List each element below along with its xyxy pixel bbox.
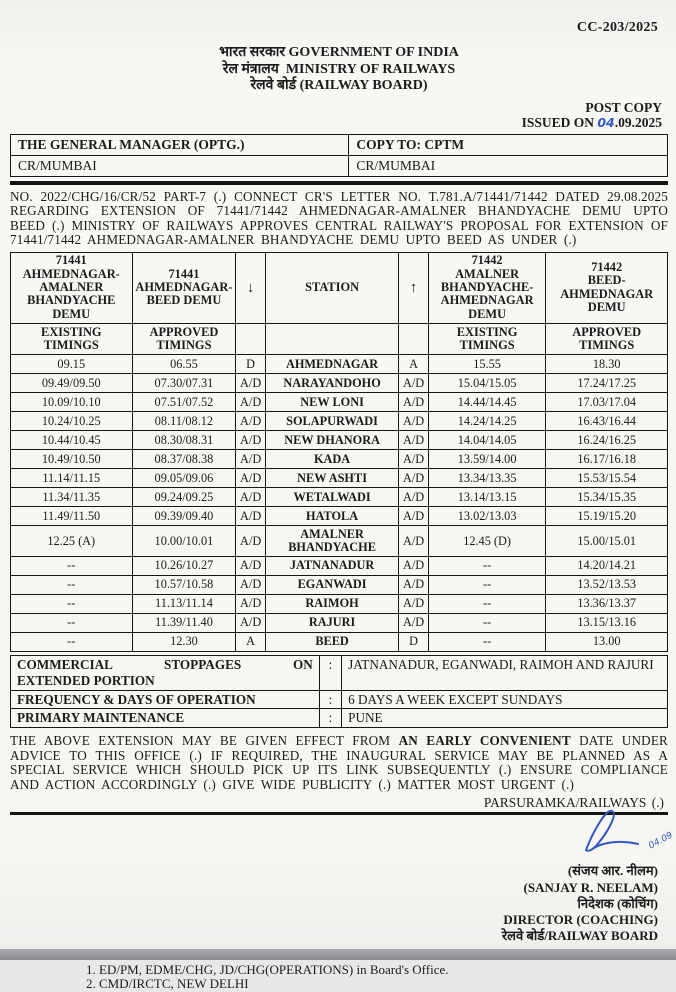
cell-existing-71441: 11.14/11.15 [11,469,133,488]
copy-to-item-2: 2. CMD/IRCTC, NEW DELHI [86,976,249,992]
timetable-row [11,556,668,575]
timetable-row [11,526,668,557]
signature-block [10,863,668,944]
frequency-label: FREQUENCY & DAYS OF OPERATION [11,690,320,709]
cell-flag-down: A/D [236,507,266,526]
copy-to-item-1: 1. ED/PM, EDME/CHG, JD/CHG(OPERATIONS) in Board's Office. [86,961,449,977]
closing-paragraph [10,734,668,792]
addressee-location: CR/MUMBAI [11,155,349,176]
issued-day-handwritten: 04 [597,115,615,131]
frequency-value: 6 DAYS A WEEK EXCEPT SUNDAYS [342,690,668,709]
col-71441-approved-title: 71441 AHMEDNAGAR-BEED DEMU [132,252,236,323]
cell-station: NEW ASHTI [265,469,398,488]
org-line-3-english: (RAILWAY BOARD) [299,78,428,94]
timetable-row [11,393,668,412]
closing-bold-phrase: AN EARLY CONVENIENT [398,733,571,749]
cell-approved-71442: 15.19/15.20 [546,507,668,526]
signoff-line: PARSURAMKA/RAILWAYS (.) [483,795,664,811]
org-heading [10,45,668,95]
cell-existing-71441: -- [11,613,133,632]
cell-approved-71442: 15.53/15.54 [546,469,668,488]
divider-thick [10,181,668,185]
cell-station: RAJURI [265,613,398,632]
cell-existing-71441: 11.49/11.50 [11,507,133,526]
cell-flag-down: A/D [236,594,266,613]
cell-flag-down: A/D [236,575,266,594]
cell-approved-71442: 16.17/16.18 [546,450,668,469]
cell-existing-71442: -- [428,556,546,575]
cell-station: HATOLA [265,507,398,526]
org-line-2-hindi: रेल मंत्रालय [222,61,279,77]
org-line-1-hindi: भारत सरकार [219,45,286,60]
cell-flag-up: A/D [399,393,429,412]
info-table [10,655,668,728]
up-arrow-icon: ↑ [399,252,429,323]
org-line-2 [10,62,668,79]
cell-station: NEW DHANORA [265,431,398,450]
cell-approved-71442: 16.43/16.44 [546,412,668,431]
cell-approved-71441: 10.26/10.27 [132,556,236,575]
timetable-row [11,613,668,632]
cell-flag-down: A/D [236,613,266,632]
col-71442-approved-title: 71442 BEED-AHMEDNAGAR DEMU [546,252,668,323]
issued-on-line [10,115,662,131]
cell-existing-71441: -- [11,632,133,651]
maintenance-value: PUNE [342,709,668,728]
cell-flag-up: A/D [399,556,429,575]
cell-flag-up: A/D [399,469,429,488]
cell-approved-71441: 09.24/09.25 [132,488,236,507]
info-row-stoppages [11,655,668,690]
cell-station: JATNANADUR [265,556,398,575]
col-71441-existing-title: 71441 AHMEDNAGAR-AMALNER BHANDYACHE DEMU [11,252,133,323]
info-row-frequency [11,690,668,709]
ref-number: CC-203/2025 [576,20,658,35]
cell-flag-up: A/D [399,450,429,469]
subhead-existing-71442: EXISTING TIMINGS [428,323,546,355]
cell-existing-71442: -- [428,594,546,613]
cell-approved-71442: 13.36/13.37 [546,594,668,613]
cell-flag-up: A/D [399,526,429,557]
cell-approved-71442: 18.30 [546,355,668,374]
cell-flag-up: D [399,632,429,651]
cell-existing-71441: 11.34/11.35 [11,488,133,507]
cell-approved-71442: 15.00/15.01 [546,526,668,557]
timetable-row [11,374,668,393]
stoppages-value: JATNANADUR, EGANWADI, RAIMOH AND RAJURI [342,655,668,690]
subhead-empty-down [236,323,266,355]
cell-flag-up: A/D [399,507,429,526]
org-line-3 [10,78,668,95]
cell-approved-71441: 09.39/09.40 [132,507,236,526]
cell-approved-71442: 14.20/14.21 [546,556,668,575]
cell-existing-71442: 14.24/14.25 [428,412,546,431]
stoppages-label: COMMERCIAL STOPPAGES ON EXTENDED PORTION [11,655,320,690]
timetable-row [11,507,668,526]
cell-approved-71442: 16.24/16.25 [546,431,668,450]
org-line-2-english: MINISTRY OF RAILWAYS [285,61,456,77]
cell-flag-up: A/D [399,412,429,431]
cell-existing-71442: 14.04/14.05 [428,431,546,450]
cell-flag-up: A/D [399,594,429,613]
cell-flag-up: A/D [399,431,429,450]
timetable-row [11,488,668,507]
cell-existing-71441: -- [11,556,133,575]
cell-approved-71442: 15.34/15.35 [546,488,668,507]
cell-approved-71442: 17.03/17.04 [546,393,668,412]
cell-existing-71442: 13.59/14.00 [428,450,546,469]
cell-existing-71441: 12.25 (A) [11,526,133,557]
cell-station: NEW LONI [265,393,398,412]
info-row-maintenance [11,709,668,728]
cell-flag-down: A/D [236,374,266,393]
cell-station: AHMEDNAGAR [265,355,398,374]
cell-station: NARAYANDOHO [265,374,398,393]
cell-flag-down: A/D [236,412,266,431]
cell-approved-71441: 08.11/08.12 [132,412,236,431]
copy-to-cptm: COPY TO: CPTM [349,134,668,155]
signatory-org: रेलवे बोर्ड/RAILWAY BOARD [501,928,658,944]
cell-flag-down: A/D [236,450,266,469]
colon: : [319,709,341,728]
org-line-1 [10,45,668,62]
cell-station: BEED [265,632,398,651]
org-line-3-hindi: रेलवे बोर्ड [250,78,297,94]
cell-existing-71441: 10.44/10.45 [11,431,133,450]
timetable-row [11,594,668,613]
subhead-empty-station [265,323,398,355]
closing-pre: THE ABOVE EXTENSION MAY BE GIVEN EFFECT FROM [10,733,399,749]
subject-paragraph: NO. 2022/CHG/16/CR/52 PART-7 (.) CONNECT CR'S LETTER NO. T.781.A/71441/71442 DATED 29.08.2025 REGARDING EXTENSION OF 71441/71442 AHMEDNAGAR-AMALNER BHANDYACHE DEMU UPTO BEED (.) MINISTRY OF RAILWAYS APPROVES CENTRAL RAILWAY'S PROPOSAL FOR EXTENSION OF 71441/71442 AHMEDNAGAR-AMALNER BHANDYACHE DEMU UPTO BEED AS UNDER (.) [10,188,668,248]
timetable-row [11,632,668,651]
issued-on-prefix: ISSUED ON [521,115,594,131]
cell-flag-down: A/D [236,469,266,488]
subhead-empty-up [399,323,429,355]
cell-approved-71441: 11.39/11.40 [132,613,236,632]
cell-flag-up: A/D [399,488,429,507]
addressee-title: THE GENERAL MANAGER (OPTG.) [11,134,349,155]
cell-flag-down: A/D [236,556,266,575]
cell-existing-71442: 12.45 (D) [428,526,546,557]
cell-approved-71441: 10.57/10.58 [132,575,236,594]
cell-approved-71442: 13.00 [546,632,668,651]
timetable-header-row [11,252,668,323]
timetable-row [11,450,668,469]
cell-station: WETALWADI [265,488,398,507]
cell-station: AMALNER BHANDYACHE [265,526,398,557]
cell-approved-71441: 08.37/08.38 [132,450,236,469]
org-line-1-english: GOVERNMENT OF INDIA [288,45,459,60]
cell-approved-71441: 12.30 [132,632,236,651]
cell-flag-up: A/D [399,374,429,393]
cell-approved-71441: 07.51/07.52 [132,393,236,412]
address-table [10,134,668,177]
col-71442-existing-title: 71442 AMALNER BHANDYACHE-AHMEDNAGAR DEMU [428,252,546,323]
cell-existing-71442: 13.14/13.15 [428,488,546,507]
handwritten-signature-icon [572,798,658,856]
colon: : [319,690,341,709]
cell-approved-71442: 17.24/17.25 [546,374,668,393]
cell-existing-71442: 14.44/14.45 [428,393,546,412]
cell-existing-71442: -- [428,632,546,651]
timetable-row [11,575,668,594]
cell-approved-71442: 13.15/13.16 [546,613,668,632]
timetable-subheader-row [11,323,668,355]
cell-station: KADA [265,450,398,469]
post-copy-label: POST COPY [585,99,662,115]
cell-flag-down: A/D [236,488,266,507]
subhead-existing-71441: EXISTING TIMINGS [11,323,133,355]
cell-flag-down: D [236,355,266,374]
cell-station: EGANWADI [265,575,398,594]
cell-existing-71441: 10.09/10.10 [11,393,133,412]
cell-approved-71441: 09.05/09.06 [132,469,236,488]
down-arrow-icon: ↓ [236,252,266,323]
timetable-row [11,355,668,374]
cell-station: SOLAPURWADI [265,412,398,431]
timetable-row [11,469,668,488]
signatory-title-hindi: निदेशक (कोचिंग) [577,895,658,911]
cell-flag-up: A [399,355,429,374]
cell-flag-up: A/D [399,613,429,632]
closing-post: DATE UNDER ADVICE TO THIS OFFICE (.) IF REQUIRED, THE INAUGURAL SERVICE MAY BE PLANNED AS A SPECIAL SERVICE WHICH SHOULD PICK UP ITS LINK SUBSEQUENTLY (.) ENSURE COMPLIANCE AND ACTION ACCORDINGLY (.) GIVE WIDE PUBLICITY (.) MATTER MOST URGENT (.) [10,733,668,792]
col-station-title: STATION [265,252,398,323]
cell-flag-down: A [236,632,266,651]
cell-existing-71441: -- [11,594,133,613]
signatory-title-english: DIRECTOR (COACHING) [503,912,658,928]
cell-existing-71441: 09.15 [11,355,133,374]
cell-existing-71441: 10.24/10.25 [11,412,133,431]
cell-approved-71441: 06.55 [132,355,236,374]
post-copy-block [10,100,668,131]
signatory-name-hindi: (संजय आर. नीलम) [567,863,658,879]
cell-flag-down: A/D [236,393,266,412]
cell-flag-down: A/D [236,431,266,450]
copy-to-location: CR/MUMBAI [349,155,668,176]
cell-existing-71442: 13.34/13.35 [428,469,546,488]
timetable [10,252,668,652]
maintenance-label: PRIMARY MAINTENANCE [11,709,320,728]
cell-existing-71441: -- [11,575,133,594]
cell-existing-71442: -- [428,575,546,594]
subhead-approved-71442: APPROVED TIMINGS [546,323,668,355]
cell-existing-71441: 10.49/10.50 [11,450,133,469]
cell-flag-up: A/D [399,575,429,594]
cell-approved-71441: 07.30/07.31 [132,374,236,393]
cell-approved-71441: 10.00/10.01 [132,526,236,557]
signatory-name-english: (SANJAY R. NEELAM) [523,879,658,895]
cell-approved-71441: 08.30/08.31 [132,431,236,450]
scan-bottom-bar [0,949,676,960]
timetable-row [11,431,668,450]
issued-on-date: .09.2025 [614,115,662,131]
cell-approved-71441: 11.13/11.14 [132,594,236,613]
cell-existing-71442: -- [428,613,546,632]
timetable-row [11,412,668,431]
cell-flag-down: A/D [236,526,266,557]
cell-existing-71442: 15.04/15.05 [428,374,546,393]
subhead-approved-71441: APPROVED TIMINGS [132,323,236,355]
cell-existing-71441: 09.49/09.50 [11,374,133,393]
colon: : [319,655,341,690]
divider-rule [10,812,668,815]
cell-existing-71442: 15.55 [428,355,546,374]
signature-date-note: 04.09 [647,830,675,852]
cell-approved-71442: 13.52/13.53 [546,575,668,594]
cell-station: RAIMOH [265,594,398,613]
cell-existing-71442: 13.02/13.03 [428,507,546,526]
